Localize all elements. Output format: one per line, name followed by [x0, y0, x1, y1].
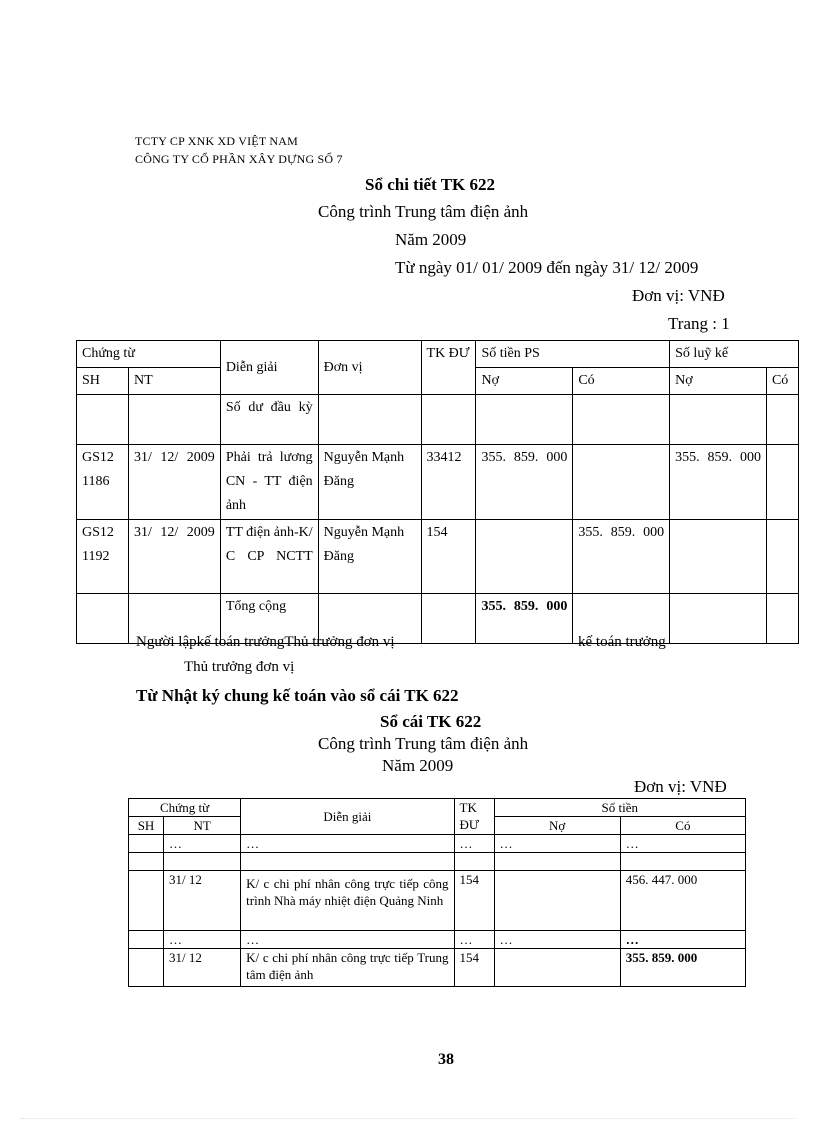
cell-tk	[421, 594, 476, 644]
cell-no	[494, 853, 620, 871]
cell-desc: …	[241, 835, 454, 853]
org-name-line2: CÔNG TY CỔ PHẦN XÂY DỰNG SỐ 7	[135, 152, 343, 166]
cell-nt: 31/ 12/ 2009	[128, 445, 220, 520]
col-ps-no: Nợ	[476, 368, 573, 395]
cell-desc: TT điện ảnh-K/ C CP NCTT	[220, 520, 318, 594]
general-ledger-year: Năm 2009	[382, 756, 454, 775]
cell-co: …	[620, 835, 745, 853]
cell-desc	[241, 853, 454, 871]
cell-sh	[129, 835, 164, 853]
detail-ledger-page: Trang : 1	[668, 314, 730, 333]
detail-ledger-period: Từ ngày 01/ 01/ 2009 đến ngày 31/ 12/ 2009	[395, 258, 699, 277]
cell-no: …	[494, 835, 620, 853]
cell-desc: Tổng cộng	[220, 594, 318, 644]
cell-total: 355. 859. 000	[476, 594, 573, 644]
cell-nt: …	[164, 835, 241, 853]
col-so-tien-ps: Số tiền PS	[476, 341, 670, 368]
col-don-vi: Đơn vị	[318, 341, 421, 395]
signature-line: Người lậpkế toán trưởngThủ trưởng đơn vị	[136, 634, 395, 650]
cell-lk-no	[670, 395, 767, 445]
detail-ledger-currency: Đơn vị: VNĐ	[632, 286, 725, 305]
cell-desc: K/ c chi phí nhân công trực tiếp Trung tâm điện ảnh	[241, 949, 454, 987]
section-heading: Từ Nhật ký chung kế toán vào sổ cái TK 622	[136, 686, 459, 705]
page-number: 38	[438, 1051, 454, 1068]
cell-nt	[128, 395, 220, 445]
cell-lk-no	[670, 594, 767, 644]
col-chung-tu: Chứng từ	[129, 799, 241, 817]
cell-ps-no	[476, 395, 573, 445]
cell-ps-no	[476, 520, 573, 594]
col-lk-no: Nợ	[670, 368, 767, 395]
cell-sh	[129, 871, 164, 931]
table-row	[129, 949, 746, 987]
detail-ledger-year: Năm 2009	[395, 230, 467, 249]
general-ledger-table	[128, 798, 746, 987]
cell-sh	[77, 395, 129, 445]
table-row	[129, 835, 746, 853]
cell-sh: GS12 1192	[77, 520, 129, 594]
cell-tk: 33412	[421, 445, 476, 520]
cell-co: 456. 447. 000	[620, 871, 745, 931]
cell-desc: Phải trả lương CN - TT điện ảnh	[220, 445, 318, 520]
cell-lk-co	[766, 594, 798, 644]
col-dien-giai: Diễn giải	[241, 799, 454, 835]
cell-no	[494, 871, 620, 931]
cell-co: …	[620, 931, 745, 949]
cell-sh: GS12 1186	[77, 445, 129, 520]
general-ledger-title: Sổ cái TK 622	[380, 712, 482, 731]
cell-desc: …	[241, 931, 454, 949]
cell-lk-co	[766, 520, 798, 594]
col-tk-du: TK ĐƯ	[454, 799, 494, 835]
general-ledger-project: Công trình Trung tâm điện ảnh	[318, 734, 529, 753]
col-ps-co: Có	[573, 368, 670, 395]
cell-co	[620, 853, 745, 871]
table-row	[77, 445, 799, 520]
col-nt: NT	[128, 368, 220, 395]
cell-lk-no: 355. 859. 000	[670, 445, 767, 520]
cell-tk: 154	[454, 871, 494, 931]
table-row	[129, 853, 746, 871]
cell-nt: …	[164, 931, 241, 949]
cell-unit	[318, 395, 421, 445]
cell-sh	[129, 949, 164, 987]
detail-ledger-title: Sổ chi tiết TK 622	[365, 175, 496, 194]
cell-unit: Nguyễn Mạnh Đăng	[318, 445, 421, 520]
header-row-1	[129, 799, 746, 817]
cell-no	[494, 949, 620, 987]
table-row	[129, 871, 746, 931]
cell-tk: 154	[421, 520, 476, 594]
col-sh: SH	[129, 817, 164, 835]
cell-lk-co	[766, 395, 798, 445]
cell-unit: Nguyễn Mạnh Đăng	[318, 520, 421, 594]
header-row-1	[77, 341, 799, 368]
col-sh: SH	[77, 368, 129, 395]
col-chung-tu: Chứng từ	[77, 341, 221, 368]
signature-director: Thủ trưởng đơn vị	[184, 659, 295, 675]
cell-ps-co	[573, 395, 670, 445]
col-so-tien: Số tiền	[494, 799, 745, 817]
cell-total: 355. 859. 000	[620, 949, 745, 987]
cell-nt: 31/ 12/ 2009	[128, 520, 220, 594]
cell-ps-no: 355. 859. 000	[476, 445, 573, 520]
cell-sh	[77, 594, 129, 644]
cell-tk: 154	[454, 949, 494, 987]
col-tk-du: TK ĐƯ	[421, 341, 476, 395]
col-dien-giai: Diễn giải	[220, 341, 318, 395]
cell-tk	[421, 395, 476, 445]
cell-ps-co	[573, 445, 670, 520]
cell-sh	[129, 853, 164, 871]
table-row	[129, 931, 746, 949]
org-name-line1: TCTY CP XNK XD VIỆT NAM	[135, 134, 298, 148]
cell-desc: Số dư đầu kỳ	[220, 395, 318, 445]
cell-lk-no	[670, 520, 767, 594]
col-no: Nợ	[494, 817, 620, 835]
cell-nt: 31/ 12	[164, 871, 241, 931]
col-so-luy-ke: Số luỹ kế	[670, 341, 799, 368]
cell-nt: 31/ 12	[164, 949, 241, 987]
cell-lk-co	[766, 445, 798, 520]
col-nt: NT	[164, 817, 241, 835]
cell-no: …	[494, 931, 620, 949]
signature-chief-accountant: kế toán trưởng	[578, 634, 666, 650]
cell-tk	[454, 853, 494, 871]
cell-tk: …	[454, 835, 494, 853]
cell-tk: …	[454, 931, 494, 949]
cell-desc: K/ c chi phí nhân công trực tiếp công trình Nhà máy nhiệt điện Quảng Ninh	[241, 871, 454, 931]
general-ledger-currency: Đơn vị: VNĐ	[634, 777, 727, 796]
detail-ledger-table	[76, 340, 799, 644]
detail-ledger-project: Công trình Trung tâm điện ảnh	[318, 202, 529, 221]
table-row	[77, 395, 799, 445]
table-row	[77, 520, 799, 594]
cell-nt	[164, 853, 241, 871]
col-lk-co: Có	[766, 368, 798, 395]
cell-ps-co: 355. 859. 000	[573, 520, 670, 594]
cell-sh	[129, 931, 164, 949]
page-bottom-divider	[20, 1118, 796, 1119]
col-co: Có	[620, 817, 745, 835]
